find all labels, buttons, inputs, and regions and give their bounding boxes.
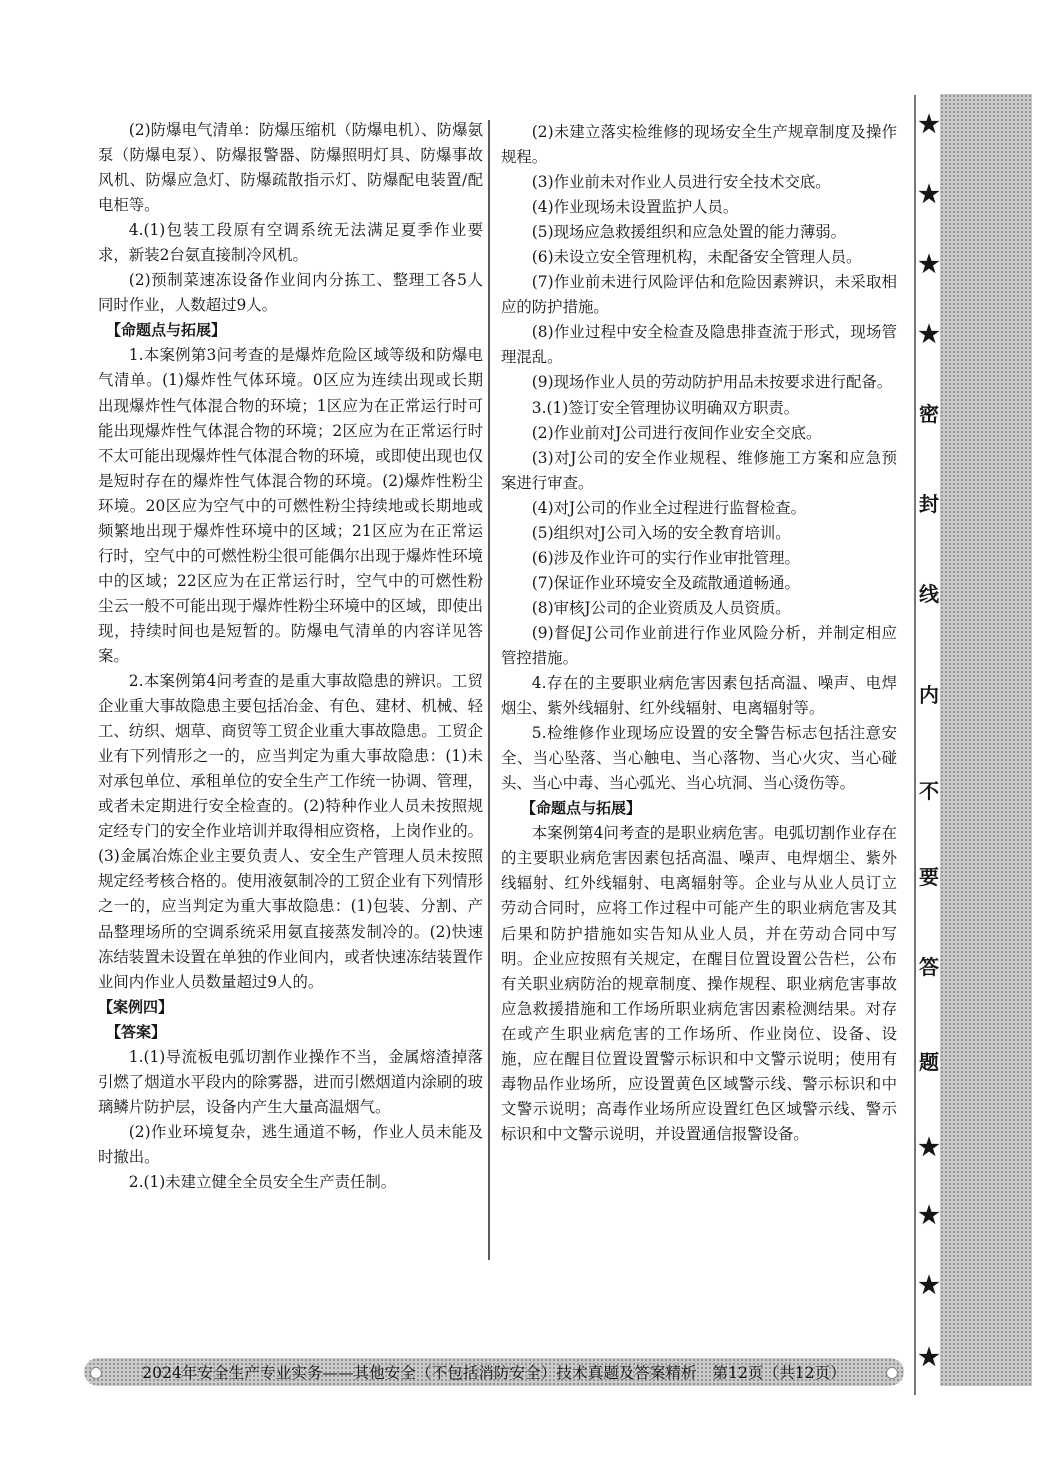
paragraph: (6)未设立安全管理机构，未配备安全管理人员。: [531, 248, 862, 267]
paragraph: (8)审核J公司的企业资质及人员资质。: [531, 598, 791, 617]
seal-char: 答: [919, 955, 939, 979]
footer-dot-left: [90, 1367, 102, 1379]
paragraph: 本案例第4问考查的是职业病危害。电弧切割作业存在的主要职业病危害因素包括高温、噪声、电焊烟尘、紫外线辐射、红外线辐射、电离辐射等。企业与从业人员订立劳动合同时，应将工作过程中可能产生的职业病危害及其后果和防护措施如实告知从业人员，并在劳动合同中写明。企业应按照有关规定，在醒目位置设置公告栏，公布有关职业病防治的规章制度、操作规程、职业病危害事故应急救援措施和工作场所职业病危害因素检测结果。对存在或产生职业病危害的工作场所、作业岗位、设备、设施，应在醒目位置设置警示标识和中文警示说明；使用有毒物品作业场所，应设置黄色区域警示线、警示标识和中文警示说明；高毒作业场所应设置红色区域警示线、警示标识和中文警示说明，并设置通信报警设备。: [501, 824, 897, 1143]
case-heading: 【案例四】: [98, 997, 174, 1016]
paragraph: (2)预制菜速冻设备作业间内分拣工、整理工各5人同时作业，人数超过9人。: [98, 271, 483, 315]
seal-char: 内: [919, 683, 939, 707]
paragraph: (2)未建立落实检维修的现场安全生产规章制度及操作规程。: [501, 123, 897, 167]
paragraph: (5)组织对J公司入场的安全教育培训。: [531, 523, 791, 542]
star-icon: ★: [918, 1270, 940, 1299]
star-icon: ★: [918, 1342, 940, 1371]
paragraph: 2.(1)未建立健全全员安全生产责任制。: [128, 1172, 397, 1191]
section-heading: 【命题点与拓展】: [106, 321, 227, 340]
star-icon: ★: [918, 109, 940, 138]
left-column: [98, 118, 483, 1195]
star-icon: ★: [918, 1200, 940, 1229]
paragraph: (2)作业环境复杂，逃生通道不畅，作业人员未能及时撤出。: [98, 1122, 483, 1166]
paragraph: 5.检维修作业现场应设置的安全警告标志包括注意安全、当心坠落、当心触电、当心落物、当心火灾、当心碰头、当心中毒、当心弧光、当心坑洞、当心烫伤等。: [501, 724, 897, 793]
star-icon: ★: [918, 179, 940, 208]
seal-line-notice: [914, 95, 944, 1385]
column-divider: [488, 120, 490, 1260]
paragraph: (2)作业前对J公司进行夜间作业安全交底。: [531, 423, 822, 442]
paragraph: 3.(1)签订安全管理协议明确双方职责。: [531, 398, 800, 417]
paragraph: (8)作业过程中安全检查及隐患排查流于形式，现场管理混乱。: [501, 323, 897, 367]
paragraph: 2.本案例第4问考查的是重大事故隐患的辨识。工贸企业重大事故隐患主要包括冶金、有色、建材、机械、轻工、纺织、烟草、商贸等工贸企业重大事故隐患。工贸企业有下列情形之一的，应当判定为重大事故隐患：(1)未对承包单位、承租单位的安全生产工作统一协调、管理，或者未定期进行安全检查的。(2)特种作业人员未按照规定经专门的安全作业培训并取得相应资格，上岗作业的。(3)金属冶炼企业主要负责人、安全生产管理人员未按照规定经考核合格的。使用液氨制冷的工贸企业有下列情形之一的，应当判定为重大事故隐患：(1)包装、分割、产品整理场所的空调系统采用氨直接蒸发制冷的。(2)快速冻结装置未设置在单独的作业间内，或者快速冻结装置作业间内作业人员数量超过9人的。: [98, 672, 483, 991]
paragraph: (7)保证作业环境安全及疏散通道畅通。: [531, 573, 800, 592]
seal-char: 题: [919, 1050, 939, 1074]
answer-heading: 【答案】: [106, 1022, 167, 1041]
paragraph: (9)现场作业人员的劳动防护用品未按要求进行配备。: [531, 373, 893, 392]
right-column: [501, 120, 897, 1147]
paragraph: (5)现场应急救援组织和应急处置的能力薄弱。: [531, 223, 847, 242]
paragraph: (3)作业前未对作业人员进行安全技术交底。: [531, 173, 831, 192]
section-heading: 【命题点与拓展】: [521, 799, 642, 818]
paragraph: (3)对J公司的安全作业规程、维修施工方案和应急预案进行审查。: [501, 448, 897, 492]
star-icon: ★: [918, 249, 940, 278]
seal-char: 不: [919, 779, 939, 803]
seal-char: 密: [919, 402, 939, 426]
paragraph: (9)督促J公司作业前进行作业风险分析，并制定相应管控措施。: [501, 623, 897, 667]
page-footer: [84, 1358, 904, 1386]
paragraph: 4.存在的主要职业病危害因素包括高温、噪声、电焊烟尘、紫外线辐射、红外线辐射、电离辐射等。: [501, 674, 897, 718]
paragraph: 1.(1)导流板电弧切割作业操作不当，金属熔渣掉落引燃了烟道水平段内的除雾器，进而引燃烟道内涂刷的玻璃鳞片防护层，设备内产生大量高温烟气。: [98, 1047, 483, 1116]
paragraph: 1.本案例第3问考查的是爆炸危险区域等级和防爆电气清单。(1)爆炸性气体环境。0区应为连续出现或长期出现爆炸性气体混合物的环境；1区应为在正常运行时可能出现爆炸性气体混合物的环境；2区应为在正常运行时不太可能出现爆炸性气体混合物的环境，或即使出现也仅是短时存在的爆炸性气体混合物的环境。(2)爆炸性粉尘环境。20区应为空气中的可燃性粉尘持续地或长期地或频繁地出现于爆炸性环境中的区域；21区应为在正常运行时，空气中的可燃性粉尘很可能偶尔出现于爆炸性环境中的区域；22区应为在正常运行时，空气中的可燃性粉尘云一般不可能出现于爆炸性粉尘环境中的区域，即使出现，持续时间也是短暂的。防爆电气清单的内容详见答案。: [98, 346, 483, 665]
dotted-side-band: [940, 94, 1032, 1386]
paragraph: (4)作业现场未设置监护人员。: [531, 198, 739, 217]
paragraph: 4.(1)包装工段原有空调系统无法满足夏季作业要求，新装2台氨直接制冷风机。: [98, 221, 483, 265]
footer-dot-right: [886, 1367, 898, 1379]
paragraph: (6)涉及作业许可的实行作业审批管理。: [531, 548, 800, 567]
footer-text: 2024年安全生产专业实务——其他安全（不包括消防安全）技术真题及答案精析 第12页（共12页）: [142, 1364, 846, 1382]
seal-char: 要: [919, 865, 939, 889]
seal-char: 线: [919, 582, 939, 606]
seal-char: 封: [919, 492, 939, 516]
paragraph: (2)防爆电气清单：防爆压缩机（防爆电机）、防爆氨泵（防爆电泵）、防爆报警器、防爆照明灯具、防爆事故风机、防爆应急灯、防爆疏散指示灯、防爆配电装置/配电柜等。: [98, 121, 483, 215]
star-icon: ★: [918, 1132, 940, 1161]
star-icon: ★: [918, 319, 940, 348]
paragraph: (4)对J公司的作业全过程进行监督检查。: [531, 498, 807, 517]
paragraph: (7)作业前未进行风险评估和危险因素辨识，未采取相应的防护措施。: [501, 273, 897, 317]
